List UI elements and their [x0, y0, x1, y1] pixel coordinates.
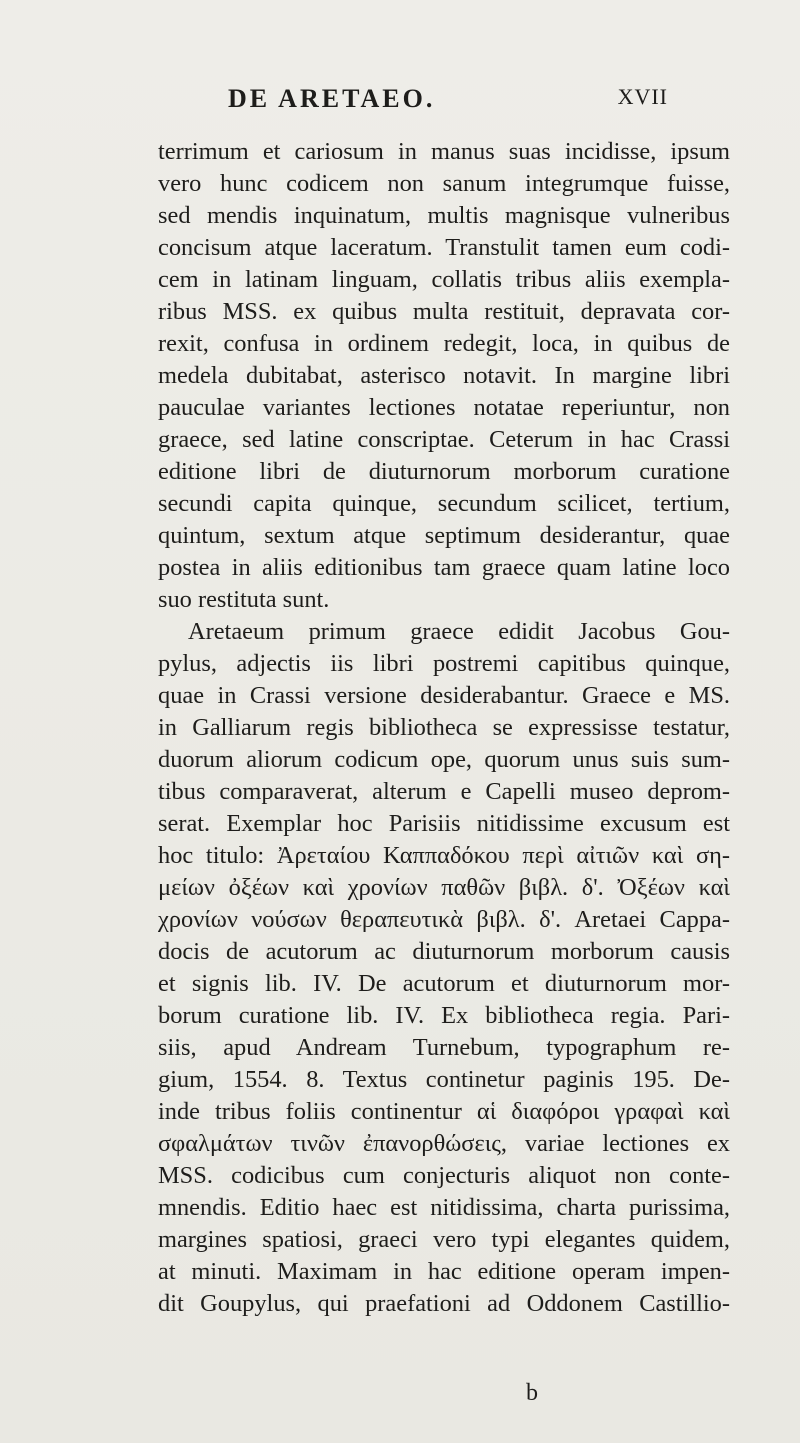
text-line: μείων ὀξέων καὶ χρονίων παθῶν βιβλ. δ'. Ὀξέων καὶ — [158, 874, 730, 901]
paragraph-end-line: suo restituta sunt. — [158, 586, 330, 613]
text-line: pauculae variantes lectiones notatae reperiuntur, non — [158, 394, 730, 421]
text-line: quae in Crassi versione desiderabantur. Graece e MS. — [158, 682, 730, 709]
text-line: docis de acutorum ac diuturnorum morborum causis — [158, 938, 730, 965]
text-line: MSS. codicibus cum conjecturis aliquot non conte- — [158, 1162, 730, 1189]
text-line: σφαλμάτων τινῶν ἐπανορθώσεις, variae lectiones ex — [158, 1130, 730, 1157]
text-line: et signis lib. IV. De acutorum et diuturnorum mor- — [158, 970, 730, 997]
text-line: margines spatiosi, graeci vero typi elegantes quidem, — [158, 1226, 730, 1253]
running-title: DE ARETAEO. — [228, 84, 436, 113]
text-line: graece, sed latine conscriptae. Ceterum in hac Crassi — [158, 426, 730, 453]
text-line: serat. Exemplar hoc Parisiis nitidissime excusum est — [158, 810, 730, 837]
text-line: hoc titulo: Ἀρεταίου Καππαδόκου περὶ αἰτιῶν καὶ ση- — [158, 842, 730, 869]
text-line: gium, 1554. 8. Textus continetur paginis 195. De- — [158, 1066, 730, 1093]
text-line: sed mendis inquinatum, multis magnisque vulneribus — [158, 202, 730, 229]
text-line: mnendis. Editio haec est nitidissima, charta purissima, — [158, 1194, 730, 1221]
text-line: quintum, sextum atque septimum desiderantur, quae — [158, 522, 730, 549]
text-line: vero hunc codicem non sanum integrumque fuisse, — [158, 170, 730, 197]
text-line: at minuti. Maximam in hac editione operam impen- — [158, 1258, 730, 1285]
text-line: postea in aliis editionibus tam graece quam latine loco — [158, 554, 730, 581]
text-line: rexit, confusa in ordinem redegit, loca, in quibus de — [158, 330, 730, 357]
text-line: medela dubitabat, asterisco notavit. In margine libri — [158, 362, 730, 389]
text-line: terrimum et cariosum in manus suas incidisse, ipsum — [158, 138, 730, 165]
text-line: in Galliarum regis bibliotheca se expressisse testatur, — [158, 714, 730, 741]
text-line: secundi capita quinque, secundum scilicet, tertium, — [158, 490, 730, 517]
text-line: tibus comparaverat, alterum e Capelli museo deprom- — [158, 778, 730, 805]
text-line: ribus MSS. ex quibus multa restituit, depravata cor- — [158, 298, 730, 325]
text-line: concisum atque laceratum. Transtulit tamen eum codi- — [158, 234, 730, 261]
signature-mark: b — [526, 1380, 538, 1406]
text-line: χρονίων νούσων θεραπευτικὰ βιβλ. δ'. Aretaei Cappa- — [158, 906, 730, 933]
text-line: borum curatione lib. IV. Ex bibliotheca regia. Pari- — [158, 1002, 730, 1029]
body-text — [158, 136, 730, 1320]
text-line: editione libri de diuturnorum morborum curatione — [158, 458, 730, 485]
paragraph-first-line: Aretaeum primum graece edidit Jacobus Gou- — [188, 618, 730, 645]
text-line: siis, apud Andream Turnebum, typographum re- — [158, 1034, 730, 1061]
text-line: cem in latinam linguam, collatis tribus aliis exempla- — [158, 266, 730, 293]
running-head — [228, 84, 668, 114]
page-number: XVII — [617, 84, 668, 109]
text-line: pylus, adjectis iis libri postremi capitibus quinque, — [158, 650, 730, 677]
text-line: duorum aliorum codicum ope, quorum unus suis sum- — [158, 746, 730, 773]
text-line: inde tribus foliis continentur αἱ διαφόροι γραφαὶ καὶ — [158, 1098, 730, 1125]
text-line: dit Goupylus, qui praefationi ad Oddonem Castillio- — [158, 1290, 730, 1317]
